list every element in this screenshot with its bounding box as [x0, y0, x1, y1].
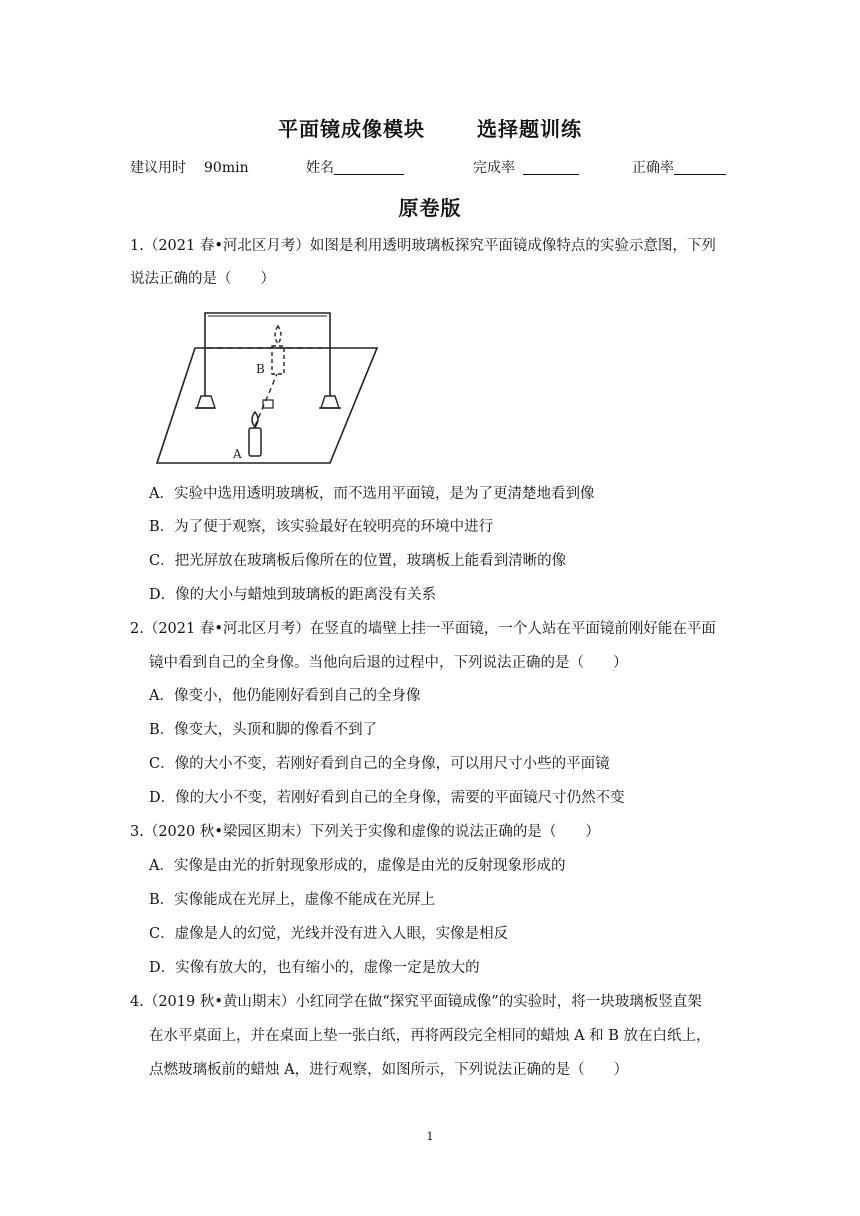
name-field[interactable] [306, 157, 404, 177]
glass-plate-experiment-figure [155, 308, 380, 468]
title-training: 选择题训练 [477, 117, 582, 141]
q3-option-a[interactable]: A．实像是由光的折射现象形成的，虚像是由光的反射现象形成的 [149, 858, 566, 874]
q1-option-c[interactable]: C．把光屏放在玻璃板后像所在的位置，玻璃板上能看到清晰的像 [149, 553, 567, 569]
label-b: B [256, 362, 265, 376]
q4-stem-line2: 在水平桌面上，并在桌面上垫一张白纸，再将两段完全相同的蜡烛 A 和 B 放在白纸上， [149, 1028, 711, 1044]
page-number: 1 [426, 1130, 434, 1143]
version-subtitle: 原卷版 [398, 196, 462, 220]
candle-b-image [272, 326, 284, 374]
plate-foot-right [321, 396, 339, 408]
candle-a [249, 412, 261, 456]
q1-stem-line2: 说法正确的是（ ） [130, 271, 275, 287]
glass-plate [205, 313, 330, 396]
q4-stem-line1: 4.（2019 秋•黄山期末）小红同学在做“探究平面镜成像”的实验时，将一块玻璃板竖直架 [130, 994, 702, 1010]
q4-stem-line3: 点燃玻璃板前的蜡烛 A，进行观察，如图所示，下列说法正确的是（ ） [149, 1062, 629, 1078]
q2-option-c[interactable]: C．像的大小不变，若刚好看到自己的全身像，可以用尺寸小些的平面镜 [149, 756, 610, 772]
accuracy-field[interactable] [632, 157, 726, 177]
q1-option-b[interactable]: B．为了便于观察，该实验最好在较明亮的环境中进行 [149, 519, 494, 535]
completion-field[interactable] [473, 157, 579, 177]
q3-option-d[interactable]: D．实像有放大的，也有缩小的，虚像一定是放大的 [149, 960, 480, 976]
q1-stem-line1: 1.（2021 春•河北区月考）如图是利用透明玻璃板探究平面镜成像特点的实验示意图，下列 [130, 238, 716, 254]
q2-option-d[interactable]: D．像的大小不变，若刚好看到自己的全身像，需要的平面镜尺寸仍然不变 [149, 790, 625, 806]
name-blank[interactable] [334, 159, 404, 175]
table-surface [157, 348, 377, 463]
q2-option-b[interactable]: B．像变大，头顶和脚的像看不到了 [149, 722, 378, 738]
q3-option-b[interactable]: B．实像能成在光屏上，虚像不能成在光屏上 [149, 892, 436, 908]
q2-stem-line2: 镜中看到自己的全身像。当他向后退的过程中，下列说法正确的是（ ） [149, 655, 628, 671]
plate-foot-left [197, 396, 215, 408]
q2-stem-line1: 2.（2021 春•河北区月考）在竖直的墙壁上挂一平面镜，一个人站在平面镜前刚好能在平面 [130, 621, 716, 637]
info-row [130, 157, 740, 179]
page-title [0, 113, 860, 142]
title-module: 平面镜成像模块 [278, 117, 425, 141]
completion-blank[interactable] [523, 159, 579, 175]
time-value: 90min [204, 160, 249, 176]
q2-option-a[interactable]: A．像变小，他仍能刚好看到自己的全身像 [149, 688, 421, 704]
time-suggestion [130, 157, 249, 177]
q1-option-a[interactable]: A．实验中选用透明玻璃板，而不选用平面镜，是为了更清楚地看到像 [149, 486, 595, 502]
q3-option-c[interactable]: C．虚像是人的幻觉，光线并没有进入人眼，实像是相反 [149, 926, 509, 942]
label-a: A [233, 447, 242, 461]
q1-option-d[interactable]: D．像的大小与蜡烛到玻璃板的距离没有关系 [149, 587, 437, 603]
accuracy-blank[interactable] [674, 159, 726, 175]
name-label: 姓名 [306, 160, 334, 176]
completion-label: 完成率 [473, 160, 515, 176]
q3-stem-line1: 3.（2020 秋•梁园区期末）下列关于实像和虚像的说法正确的是（ ） [130, 824, 600, 840]
accuracy-label: 正确率 [632, 160, 674, 176]
time-label: 建议用时 [130, 160, 186, 176]
